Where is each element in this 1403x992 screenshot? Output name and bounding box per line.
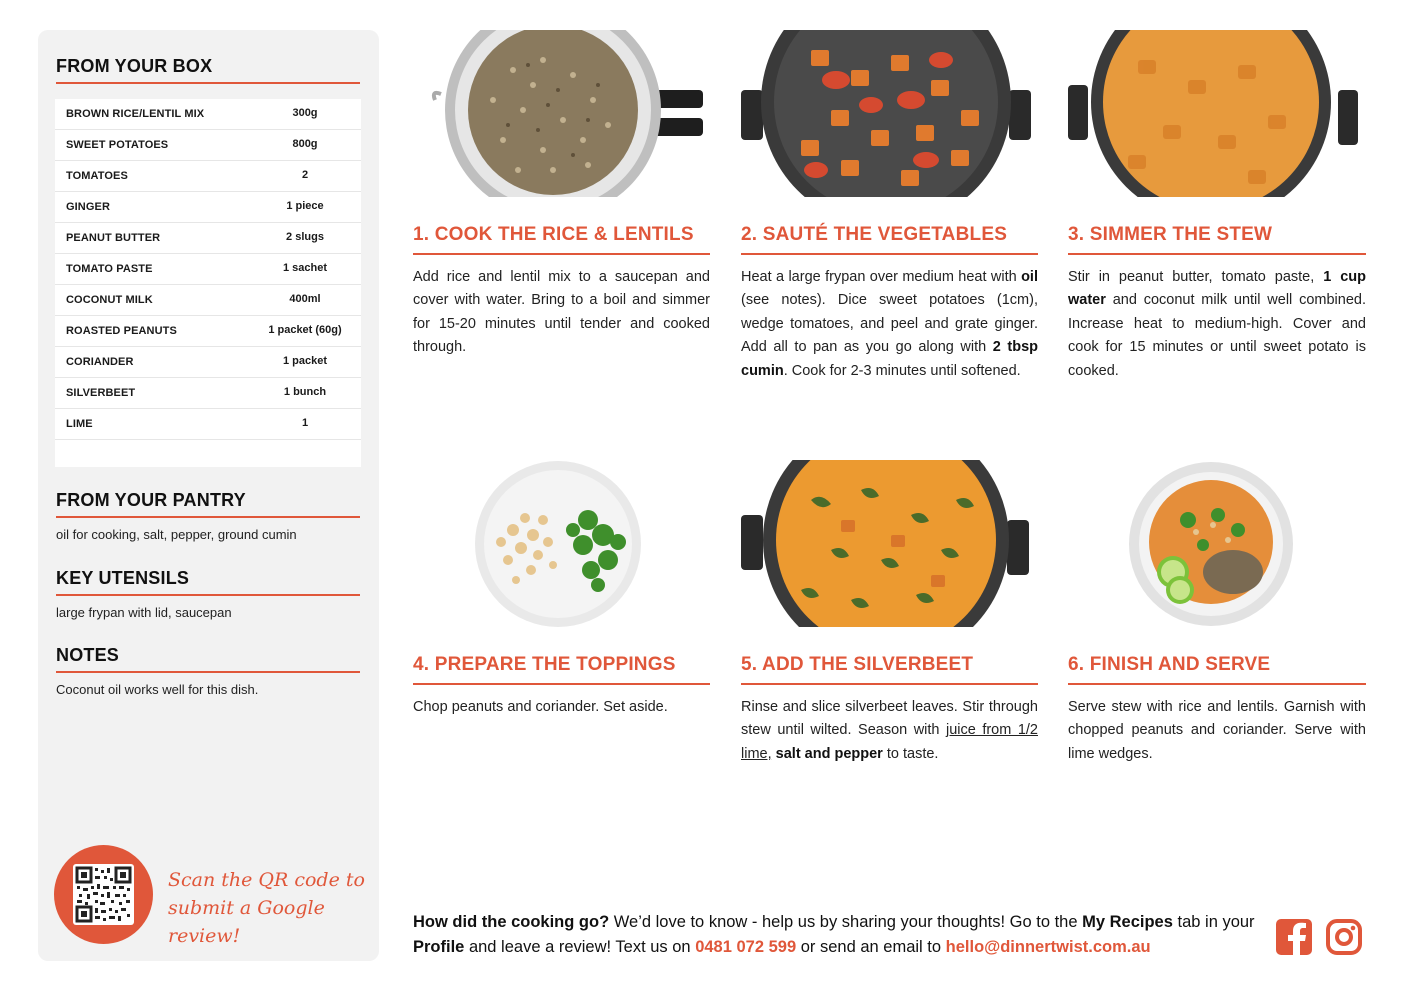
text-run: to taste. [882, 745, 939, 762]
utensils-text: large frypan with lid, saucepan [56, 605, 232, 620]
step-6-image [1068, 460, 1365, 627]
notes-text: Coconut oil works well for this dish. [56, 682, 259, 697]
divider [413, 683, 710, 685]
step-4-text: Chop peanuts and coriander. Set aside. [413, 699, 668, 715]
ingredient-name: PEANUT BUTTER [66, 232, 161, 244]
my-recipes-label: My Recipes [1082, 913, 1173, 931]
text-run-bold: salt and pepper [775, 745, 883, 762]
ingredient-name: COCONUT MILK [66, 294, 153, 306]
divider [56, 82, 360, 84]
divider [413, 253, 710, 255]
sidebar-panel [38, 30, 379, 961]
ingredient-qty: 2 [301, 169, 309, 181]
step-3-image [1068, 30, 1365, 197]
step-2-title: 2. SAUTÉ THE VEGETABLES [741, 224, 1008, 245]
ingredient-name: LIME [66, 418, 93, 430]
qr-caption [168, 866, 368, 950]
text-run: . Cook for 2-3 minutes until softened. [783, 362, 1021, 379]
ingredient-qty: 1 piece [286, 200, 324, 212]
text-run-bold: 2 tbsp cumin [741, 339, 1039, 379]
ingredient-name: SWEET POTATOES [66, 139, 169, 151]
step-4-image [413, 460, 710, 627]
step-6-title: 6. FINISH AND SERVE [1068, 654, 1271, 675]
text-run: and leave a review! Text us on [464, 938, 696, 956]
phone-link[interactable]: 0481 072 599 [695, 938, 797, 956]
ingredient-name: TOMATOES [66, 170, 128, 182]
ingredient-row [55, 347, 361, 378]
ingredient-name: SILVERBEET [66, 387, 136, 399]
step-3-title: 3. SIMMER THE STEW [1068, 224, 1273, 245]
step-2-image [741, 30, 1038, 197]
text-run: (see notes). Dice sweet potatoes (1cm), wedge tomatoes, and peel and grate ginger. Add all to pan as you go along with [741, 292, 1038, 356]
step-5-text [741, 696, 1038, 766]
ingredient-qty: 1 sachet [282, 262, 328, 274]
from-your-pantry-title: FROM YOUR PANTRY [56, 490, 246, 510]
text-run-bold: oil [1021, 269, 1038, 285]
divider [1068, 683, 1366, 685]
divider [56, 516, 360, 518]
ingredient-name: GINGER [66, 201, 110, 213]
ingredient-qty: 1 packet (60g) [268, 324, 342, 336]
from-your-box-title: FROM YOUR BOX [56, 56, 213, 76]
text-run: Stir in peanut butter, tomato paste, [1068, 269, 1324, 285]
step-2-text [741, 266, 1038, 383]
ingredient-name: CORIANDER [66, 356, 134, 368]
ingredient-qty: 2 slugs [286, 231, 324, 243]
ingredient-qty: 300g [292, 107, 318, 119]
step-5-image [741, 460, 1038, 627]
step-1-text: Add rice and lentil mix to a saucepan and cover with water. Bring to a boil and simmer for 15-20 minutes until tender and cooked through. [413, 269, 710, 356]
ingredient-name: ROASTED PEANUTS [66, 325, 177, 337]
text-run: or send an email to [796, 938, 946, 956]
ingredient-row [55, 223, 361, 254]
ingredient-row [55, 316, 361, 347]
ingredient-row [55, 192, 361, 223]
ingredient-qty: 1 [301, 417, 309, 429]
text-run-underlined: juice from 1/2 lime, [741, 722, 1038, 762]
ingredient-qty: 800g [292, 138, 318, 150]
ingredient-qty: 400ml [289, 293, 321, 305]
text-run: tab in your [1172, 913, 1255, 931]
divider [1068, 253, 1366, 255]
step-1-image [413, 30, 710, 197]
review-question: How did the cooking go? [413, 913, 610, 931]
ingredient-row [55, 130, 361, 161]
text-run: Rinse and slice silverbeet leaves. Stir through stew until wilted. Season with [741, 699, 1038, 739]
notes-title: NOTES [56, 645, 120, 665]
ingredient-row [55, 161, 361, 192]
facebook-icon[interactable] [1276, 919, 1312, 955]
divider [56, 671, 360, 673]
profile-label: Profile [413, 938, 465, 956]
key-utensils-title: KEY UTENSILS [56, 568, 190, 588]
text-run: and coconut milk until well combined. Increase heat to medium-high. Cover and cook for 15 minutes or until sweet potato is cooked. [1068, 292, 1366, 379]
ingredient-name: TOMATO PASTE [66, 263, 153, 275]
ingredient-name: BROWN RICE/LENTIL MIX [66, 108, 205, 120]
divider [56, 594, 360, 596]
step-3-text [1068, 266, 1366, 383]
email-link[interactable]: hello@dinnertwist.com.au [945, 938, 1151, 956]
ingredient-row [55, 409, 361, 440]
step-6-text: Serve stew with rice and lentils. Garnish with chopped peanuts and coriander. Serve with lime wedges. [1068, 699, 1366, 762]
step-4-title: 4. PREPARE THE TOPPINGS [413, 654, 676, 675]
ingredient-row [55, 99, 361, 130]
text-run: Heat a large frypan over medium heat with [741, 269, 1022, 285]
qr-code-icon[interactable] [73, 864, 134, 925]
ingredients-table [55, 99, 361, 467]
divider [741, 253, 1038, 255]
ingredient-qty: 1 packet [282, 355, 328, 367]
ingredient-row [55, 285, 361, 316]
text-run: We’d love to know - help us by sharing your thoughts! Go to the [609, 913, 1083, 931]
pantry-text: oil for cooking, salt, pepper, ground cumin [56, 527, 297, 542]
step-1-title: 1. COOK THE RICE & LENTILS [413, 224, 694, 245]
text-run-bold: 1 cup water [1068, 269, 1366, 309]
step-5-title: 5. ADD THE SILVERBEET [741, 654, 974, 675]
review-prompt [413, 910, 1263, 960]
ingredient-qty: 1 bunch [283, 386, 327, 398]
instagram-icon[interactable] [1326, 919, 1362, 955]
qr-caption-line: Scan the QR code to [168, 869, 365, 891]
qr-badge[interactable] [54, 845, 153, 944]
divider [741, 683, 1038, 685]
qr-caption-line: submit a Google review! [168, 897, 325, 947]
ingredient-row [55, 378, 361, 409]
ingredient-row [55, 254, 361, 285]
